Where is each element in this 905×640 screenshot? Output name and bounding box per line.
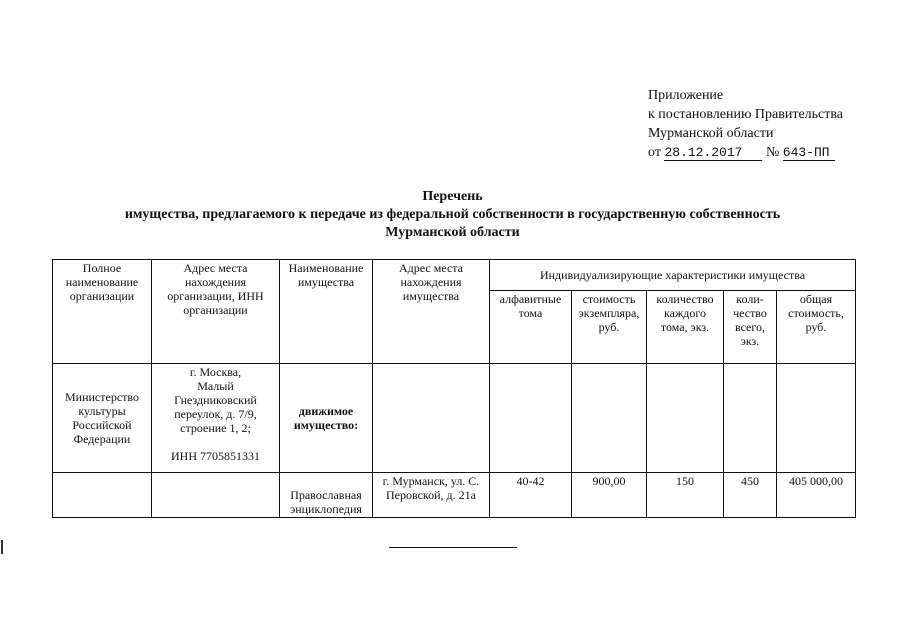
cell-empty — [373, 364, 490, 473]
title-line-3: Мурманской области — [385, 225, 520, 240]
cell-item-volumes: 40-42 — [490, 473, 572, 518]
appendix-line-3: Мурманской области — [648, 126, 774, 141]
appendix-line-1: Приложение — [648, 88, 724, 103]
cell-item-qty-each: 150 — [647, 473, 724, 518]
appendix-block — [648, 86, 843, 162]
org-address-text: г. Москва, Малый Гнездниковский переулок, д. 7/9, строение 1, 2; — [174, 365, 257, 435]
document-title — [0, 188, 905, 242]
org-inn: ИНН 7705851331 — [171, 449, 260, 463]
appendix-date-line — [648, 143, 843, 162]
cell-empty — [152, 473, 280, 518]
cell-empty — [53, 473, 152, 518]
cell-item-total-cost: 405 000,00 — [777, 473, 856, 518]
title-line-2: имущества, предлагаемого к передаче из федеральной собственности в государственную собственность — [124, 207, 781, 222]
header-qty-total: коли-чество всего, экз. — [724, 291, 777, 364]
table-row — [53, 473, 856, 518]
cell-org-name: Министерство культуры Российской Федерации — [53, 364, 152, 473]
appendix-line-2: к постановлению Правительства — [648, 107, 844, 122]
header-org-name: Полное наименование организации — [53, 260, 152, 364]
table-row — [53, 364, 856, 473]
cell-item-address: г. Мурманск, ул. С. Перовской, д. 21а — [373, 473, 490, 518]
cell-item-unit-price: 900,00 — [572, 473, 647, 518]
cell-property-type: движимое имущество: — [280, 364, 373, 473]
table-header-row — [53, 260, 856, 291]
header-qty-each: количество каждого тома, экз. — [647, 291, 724, 364]
cell-empty — [572, 364, 647, 473]
cell-empty — [490, 364, 572, 473]
header-property-name: Наименование имущества — [280, 260, 373, 364]
cell-org-address — [152, 364, 280, 473]
end-separator-line — [389, 547, 517, 548]
header-org-address: Адрес места нахождения организации, ИНН организации — [152, 260, 280, 364]
cell-item-name: Православная энциклопедия — [280, 473, 373, 518]
scan-edge-mark — [1, 540, 3, 554]
decree-date: 28.12.2017 — [664, 145, 762, 161]
decree-number: 643-ПП — [783, 145, 835, 161]
from-label: от — [648, 145, 661, 160]
property-table — [52, 259, 856, 518]
header-property-address: Адрес места нахождения имущества — [373, 260, 490, 364]
cell-empty — [724, 364, 777, 473]
header-total-cost: общая стоимость, руб. — [777, 291, 856, 364]
cell-item-qty-total: 450 — [724, 473, 777, 518]
cell-empty — [647, 364, 724, 473]
number-label: № — [765, 145, 780, 160]
header-characteristics: Индивидуализирующие характеристики имущества — [490, 260, 856, 291]
header-unit-price: стоимость экземпляра, руб. — [572, 291, 647, 364]
header-volumes: алфавитные тома — [490, 291, 572, 364]
title-line-1: Перечень — [422, 189, 483, 204]
cell-empty — [777, 364, 856, 473]
